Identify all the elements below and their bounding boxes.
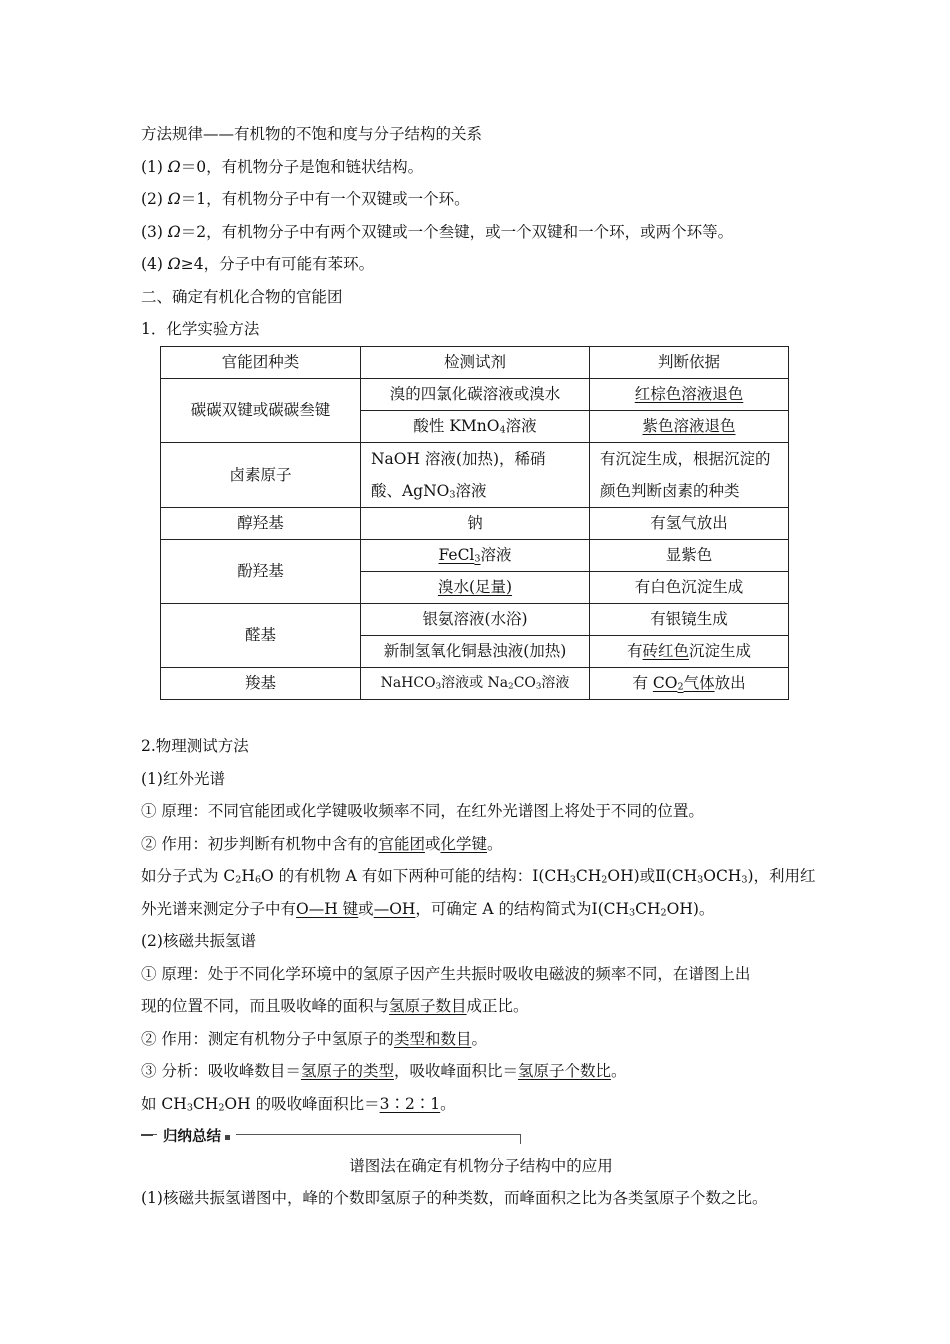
- table-row: [161, 443, 789, 508]
- group-cell: 醛基: [161, 604, 361, 668]
- rule-item: (3) Ω＝2，有机物分子中有两个双键或一个叁键，或一个双键和一个环，或两个环等。: [141, 222, 734, 241]
- nmr-example: 如 $CH_3CH_2OH$ 的吸收峰面积比＝3∶2∶1。: [141, 1094, 456, 1113]
- basis-cell: 有砖红色沉淀生成: [590, 636, 789, 668]
- rule-item: (1) Ω＝0，有机物分子是饱和链状结构。: [141, 157, 424, 176]
- basis-cell: 有银镜生成: [590, 604, 789, 636]
- reagent-cell: 银氨溶液(水浴): [360, 604, 589, 636]
- reagent-cell: NaOH 溶液(加热)，稀硝 酸、AgNO$_3$溶液: [360, 443, 589, 508]
- nmr-use: ② 作用：测定有机物分子中氢原子的类型和数目。: [141, 1029, 487, 1048]
- table-header-row: [161, 347, 789, 379]
- reagent-cell: 钠: [360, 508, 589, 540]
- table-row: [161, 379, 789, 411]
- ir-use: ② 作用：初步判断有机物中含有的官能团或化学键。: [141, 834, 503, 853]
- summary-label: 归纳总结: [157, 1125, 236, 1146]
- nmr-principle: ① 原理：处于不同化学环境中的氢原子因产生共振时吸收电磁波的频率不同，在谱图上出: [141, 964, 751, 983]
- square-bullet-icon: [225, 1135, 230, 1140]
- nmr-analysis: ③ 分析：吸收峰数目＝氢原子的类型，吸收峰面积比＝氢原子个数比。: [141, 1062, 627, 1080]
- summary-title: 谱图法在确定有机物分子结构中的应用: [349, 1157, 613, 1175]
- ir-example: 如分子式为 $C_2H_6O$ 的有机物 A 有如下两种可能的结构：$Ⅰ(CH_3CH_2OH)$或$Ⅱ(CH_3OCH_3)$，利用红外光谱来测定分子中有O—H 键或—OH，可确定 A 的结构简式为$Ⅰ(CH_3CH_2OH)$。: [141, 867, 816, 918]
- banner-dash: [141, 1134, 153, 1136]
- reagent-cell: 酸性 KMnO$_4$溶液: [360, 411, 589, 443]
- reagent-cell: 溴水(足量): [360, 572, 589, 604]
- basis-cell: 有 $CO_2$气体放出: [590, 668, 789, 700]
- rules-section: [141, 118, 821, 346]
- table-header: 检测试剂: [360, 347, 589, 379]
- group-cell: 卤素原子: [161, 443, 361, 508]
- physical-methods-section: [141, 730, 821, 1120]
- ir-heading: (1)红外光谱: [141, 769, 225, 788]
- group-cell: 碳碳双键或碳碳叁键: [161, 379, 361, 443]
- reagent-cell: 新制氢氧化铜悬浊液(加热): [360, 636, 589, 668]
- basis-cell: 有白色沉淀生成: [590, 572, 789, 604]
- summary-text: (1)核磁共振氢谱图中，峰的个数即氢原子的种类数，而峰面积之比为各类氢原子个数之比。: [141, 1189, 768, 1207]
- table-header: 官能团种类: [161, 347, 361, 379]
- basis-cell: 有氢气放出: [590, 508, 789, 540]
- functional-group-table: [160, 346, 789, 700]
- reagent-cell: 溴的四氯化碳溶液或溴水: [360, 379, 589, 411]
- subsection-heading: 2.物理测试方法: [141, 737, 249, 755]
- nmr-principle-cont: 现的位置不同，而且吸收峰的面积与氢原子数目成正比。: [141, 997, 529, 1015]
- table-header: 判断依据: [590, 347, 789, 379]
- nmr-heading: (2)核磁共振氢谱: [141, 932, 256, 950]
- rule-item: (2) Ω＝1，有机物分子中有一个双键或一个环。: [141, 190, 470, 208]
- reagent-cell: NaHCO$_3$溶液或 $Na_2CO_3$溶液: [360, 668, 589, 700]
- table-row: [161, 668, 789, 700]
- summary-banner: [141, 1126, 521, 1148]
- basis-cell: 紫色溶液退色: [590, 411, 789, 443]
- subsection-heading: 1．化学实验方法: [141, 320, 260, 338]
- table-row: [161, 540, 789, 572]
- basis-cell: 显紫色: [590, 540, 789, 572]
- table-row: [161, 508, 789, 540]
- ir-principle: ① 原理：不同官能团或化学键吸收频率不同，在红外光谱图上将处于不同的位置。: [141, 802, 704, 820]
- basis-cell: 有沉淀生成，根据沉淀的颜色判断卤素的种类: [590, 443, 789, 508]
- group-cell: 酚羟基: [161, 540, 361, 604]
- basis-cell: 红棕色溶液退色: [590, 379, 789, 411]
- reagent-cell: FeCl$_3$溶液: [360, 540, 589, 572]
- table-row: [161, 604, 789, 636]
- rule-item: (4) Ω≥4，分子中有可能有苯环。: [141, 255, 375, 273]
- section-heading: 二、确定有机化合物的官能团: [141, 287, 343, 306]
- group-cell: 羧基: [161, 668, 361, 700]
- banner-rule-end: [520, 1134, 521, 1144]
- rules-title: 方法规律——有机物的不饱和度与分子结构的关系: [141, 125, 483, 143]
- group-cell: 醇羟基: [161, 508, 361, 540]
